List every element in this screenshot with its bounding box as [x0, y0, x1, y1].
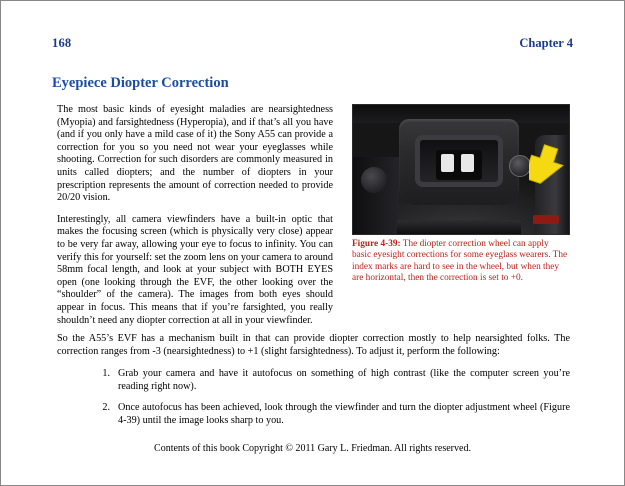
camera-photo [352, 104, 570, 235]
footer-copyright: Contents of this book Copyright © 2011 Gary L. Friedman. All rights reserved. [154, 443, 471, 454]
figure-block [352, 104, 570, 285]
paragraph-3: So the A55’s EVF has a mechanism built in that can provide diopter correction mostly to help nearsighted folks. The correction ranges from -3 (nearsightedness) to +1 (slight farsightedness). To adjust it, perform the following: [57, 333, 570, 357]
eye-sensor-left [441, 154, 454, 172]
eye-sensor-right [461, 154, 474, 172]
figure-label: Figure 4-39: [352, 239, 401, 249]
page-title: Eyepiece Diopter Correction [52, 75, 229, 91]
figure-caption-text: The diopter correction wheel can apply basic eyesight corrections for some eyeglass wearers. The index marks are hard to see in the wheel, but when they are horizontal, then the correction is set to +0. [352, 239, 568, 284]
step-marker: 2. [102, 402, 110, 414]
page-number: 168 [52, 36, 72, 50]
eyepiece-window [436, 150, 482, 180]
list-item [90, 368, 570, 393]
body-text-column [57, 104, 333, 336]
paragraph-1: The most basic kinds of eyesight maladies are nearsightedness (Myopia) and farsightedness (Hyperopia), and if that’s all you have (and if you only have a mild case of it) the Sony A55 can provide a correction for you so you need not wear your eyeglasses while shooting. Correction for such disorders are commonly measured in units called diopters; and the number of diopters in your prescription represents the amount of correction needed to provide 20/20 vision. [57, 104, 333, 204]
figure-caption [352, 239, 570, 285]
diopter-correction-wheel [509, 155, 531, 177]
yellow-arrow-icon [529, 139, 569, 187]
mode-dial [361, 167, 387, 193]
lcd-edge [397, 220, 521, 234]
step-text: Grab your camera and have it autofocus on something of high contrast (like the computer screen you’re reading right now). [118, 368, 570, 392]
numbered-steps-list [90, 368, 570, 436]
list-item [90, 402, 570, 427]
step-marker: 1. [102, 368, 110, 379]
eyecup [415, 135, 503, 187]
paragraph-2: Interestingly, all camera viewfinders have a built-in optic that makes the focusing screen (which is physically very close) appear to be very far away, allowing your eye to focus to infinity. You can verify this for yourself: set the zoom lens on your camera to around 58mm focal length, and look at your subject with BOTH EYES open (one looking through the EVF, the other looking over the “shoulder” of the camera). The images from both eyes should appear in focus. This means that if you’re farsighted, you really shouldn’t need any diopter correction at all in your viewfinder. [57, 213, 333, 326]
step-text: Once autofocus has been achieved, look through the viewfinder and turn the diopter adjustment wheel (Figure 4-39) until the image looks sharp to you. [118, 402, 570, 426]
red-accent-stripe [533, 215, 559, 224]
chapter-label: Chapter 4 [519, 36, 573, 50]
